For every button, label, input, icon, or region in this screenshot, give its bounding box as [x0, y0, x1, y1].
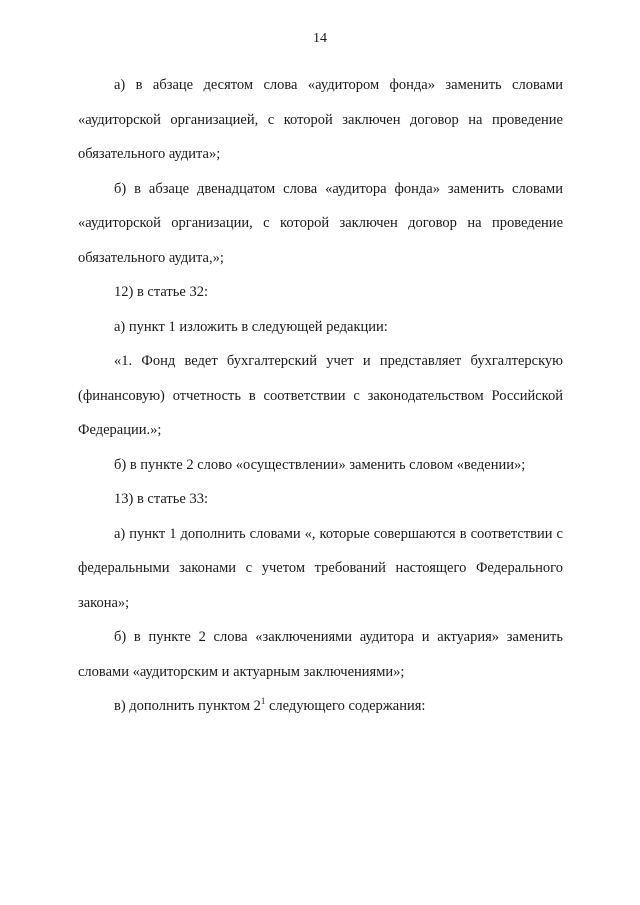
paragraph-amend-b-twelfth: б) в абзаце двенадцатом слова «аудитора фонда» заменить словами «аудиторской организации, с которой заключен договор на проведение обязательного аудита,»; — [78, 180, 563, 266]
superscript-one: 1 — [260, 696, 266, 706]
paragraph-article-32-quote: «1. Фонд ведет бухгалтерский учет и представляет бухгалтерскую (финансовую) отчетность в соответствии с законодательством Российской Федерации.»; — [78, 353, 563, 438]
paragraph-article-32: 12) в статье 32: — [114, 284, 208, 300]
page-number: 14 — [313, 31, 327, 46]
paragraph-amend-a-tenth: а) в абзаце десятом слова «аудитором фонда» заменить словами «аудиторской организацией, с которой заключен договор на проведение обязательного аудита»; — [78, 77, 563, 162]
paragraph-article-33-a: а) пункт 1 дополнить словами «, которые совершаются в соответствии с федеральными законами с учетом требований настоящего Федерального закона»; — [78, 525, 563, 611]
paragraph-article-33-v — [78, 689, 563, 724]
paragraph-article-33-v-text: в) дополнить пунктом 2 — [114, 698, 261, 714]
paragraph-article-33-v-tail: следующего содержания: — [265, 698, 426, 714]
paragraph-article-32-b: б) в пункте 2 слово «осуществлении» заменить словом «ведении»; — [114, 456, 526, 473]
paragraph-article-33: 13) в статье 33: — [114, 491, 208, 507]
document-body — [78, 68, 563, 724]
paragraph-article-33-b: б) в пункте 2 слова «заключениями аудитора и актуария» заменить словами «аудиторским и актуарным заключениями»; — [78, 629, 563, 680]
paragraph-article-32-a: а) пункт 1 изложить в следующей редакции: — [114, 318, 388, 335]
